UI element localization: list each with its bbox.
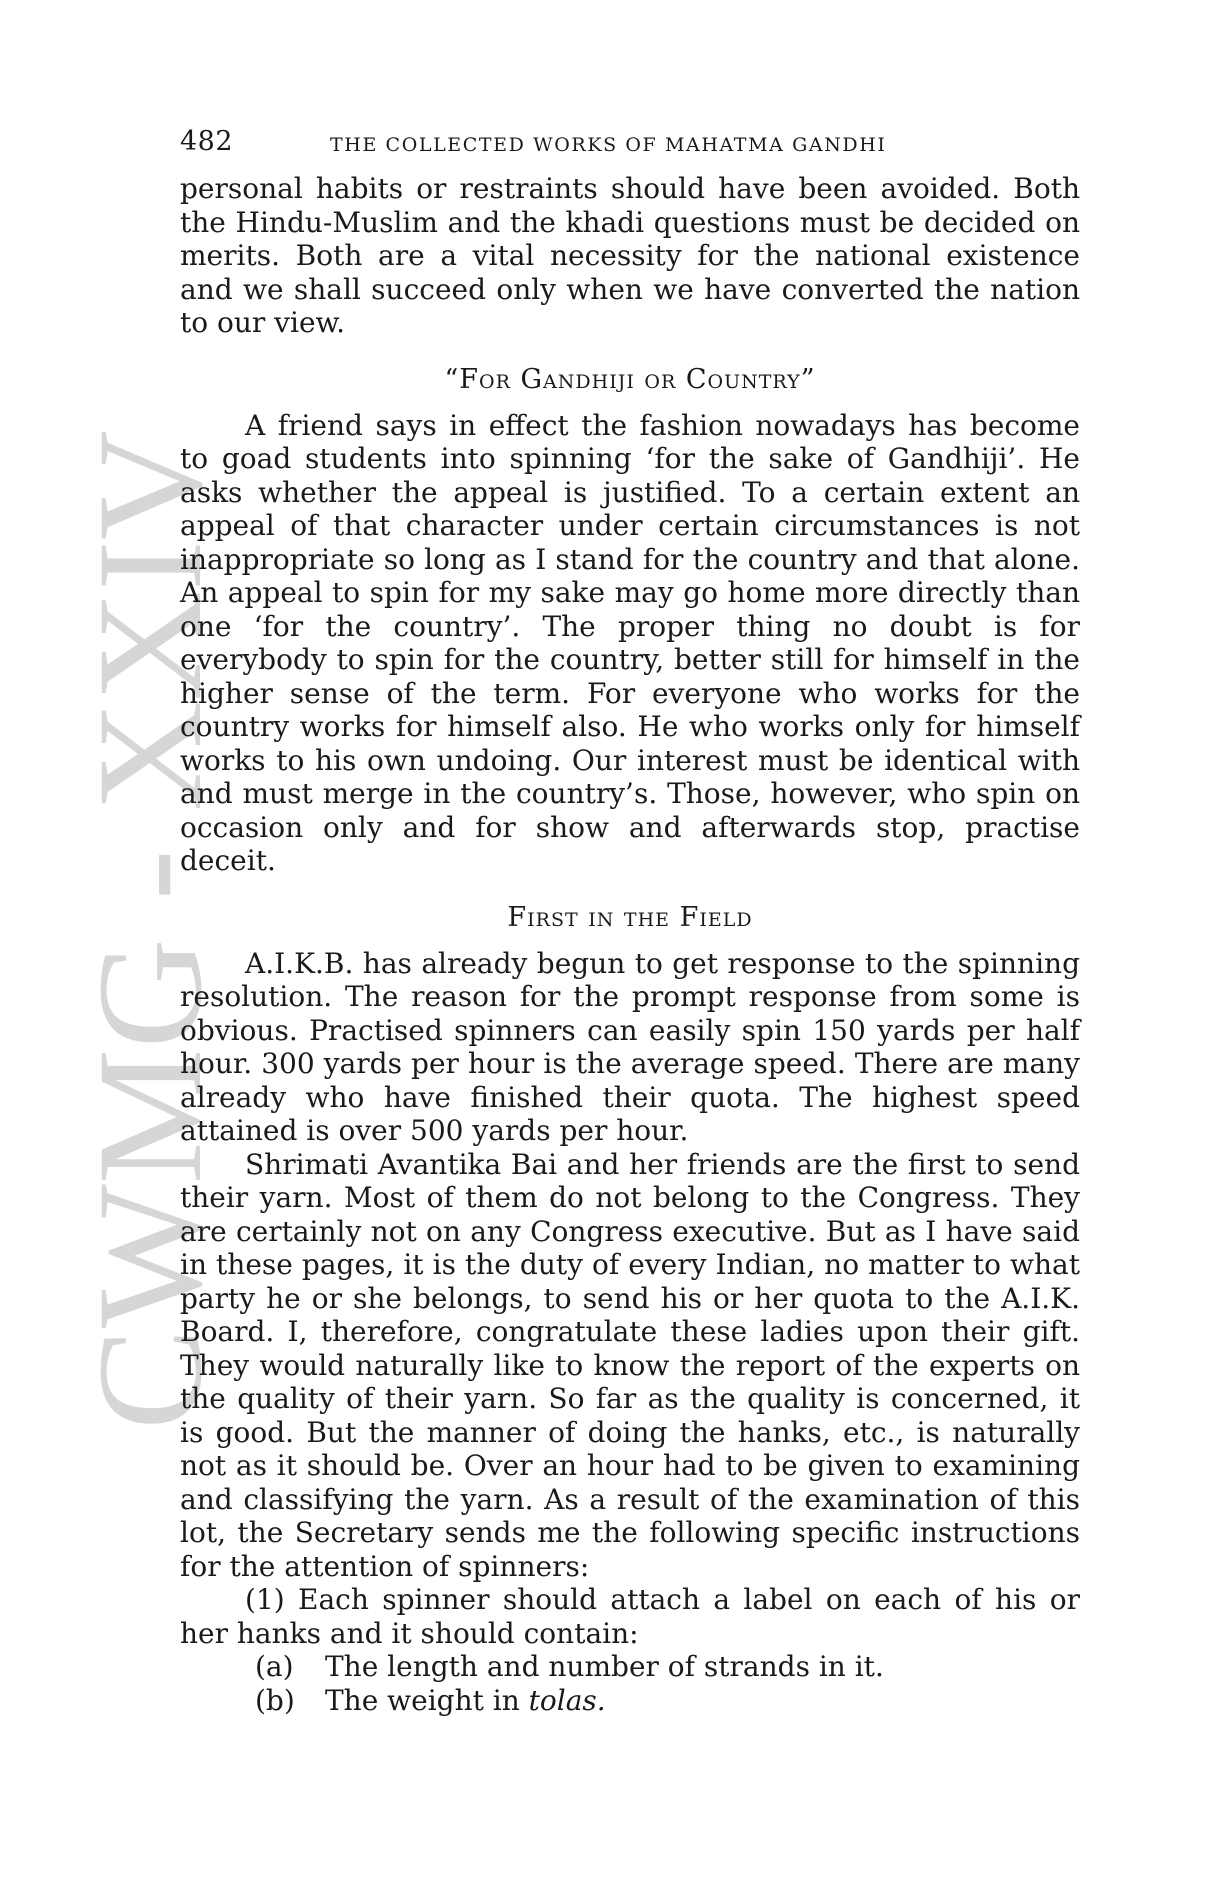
list-item-label: (a): [255, 1650, 294, 1683]
paragraph-avantika-bai: Shrimati Avantika Bai and her friends are the first to send their yarn. Most of them do not belong to the Congress. They are certainly not on any Congress executive. But as I have said in these pages, it is the duty of every Indian, no matter to what party he or she belongs, to send his or her quota to the A.I.K. Board. I, therefore, congratulate these ladies upon their gift. They would naturally like to know the report of the experts on the quality of their yarn. So far as the quality is concerned, it is good. But the manner of doing the hanks, etc., is naturally not as it should be. Over an hour had to be given to examining and classifying the yarn. As a result of the examination of this lot, the Secretary sends me the following specific instructions for the attention of spinners:: [180, 1147, 1080, 1583]
running-title: THE COLLECTED WORKS OF MAHATMA GANDHI: [330, 134, 887, 156]
list-item: [180, 1684, 1080, 1718]
section-heading-for-gandhiji: “For Gandhiji or Country”: [444, 363, 816, 395]
section-heading-first-in-field: First in the Field: [507, 901, 753, 933]
list-item-text: [325, 1684, 606, 1718]
paragraph-aikb-response: A.I.K.B. has already begun to get response to the spinning resolution. The reason for the prompt response from some is obvious. Practised spinners can easily spin 150 yards per half hour. 300 yards per hour is the average speed. There are many already who have finished their quota. The highest speed attained is over 500 yards per hour.: [180, 946, 1080, 1147]
list-item-text-italic: tolas.: [528, 1683, 606, 1717]
list-item-text-roman: The weight in: [325, 1683, 529, 1717]
running-head: [180, 126, 1080, 172]
paragraph-continued: personal habits or restraints should have been avoided. Both the Hindu-Muslim and the khadi questions must be decided on merits. Both are a vital necessity for the national existence and we shall succeed only when we have converted the nation to our view.: [180, 172, 1080, 339]
page: [180, 126, 1080, 1717]
list-item: [180, 1650, 1080, 1684]
page-number: 482: [180, 126, 234, 157]
paragraph-instruction-1: (1) Each spinner should attach a label on each of his or her hanks and it should contain:: [180, 1583, 1080, 1650]
list-item-label: (b): [255, 1683, 295, 1717]
list-item-text: The length and number of strands in it.: [325, 1650, 884, 1683]
watermark-text: CWMG XXIV: [95, 446, 225, 1430]
paragraph-friend-appeal: A friend says in effect the fashion nowadays has become to goad students into spinning ‘for the sake of Gandhiji’. He asks whether the appeal is justified. To a certain extent an appeal of that character under certain circumstances is not inappropriate so long as I stand for the country and that alone. An appeal to spin for my sake may go home more directly than one ‘for the country’. The proper thing no doubt is for everybody to spin for the country, better still for himself in the higher sense of the term. For everyone who works for the country works for himself also. He who works only for himself works to his own undoing. Our interest must be identical with and must merge in the country’s. Those, however, who spin on occasion only and for show and afterwards stop, practise deceit.: [180, 408, 1080, 877]
